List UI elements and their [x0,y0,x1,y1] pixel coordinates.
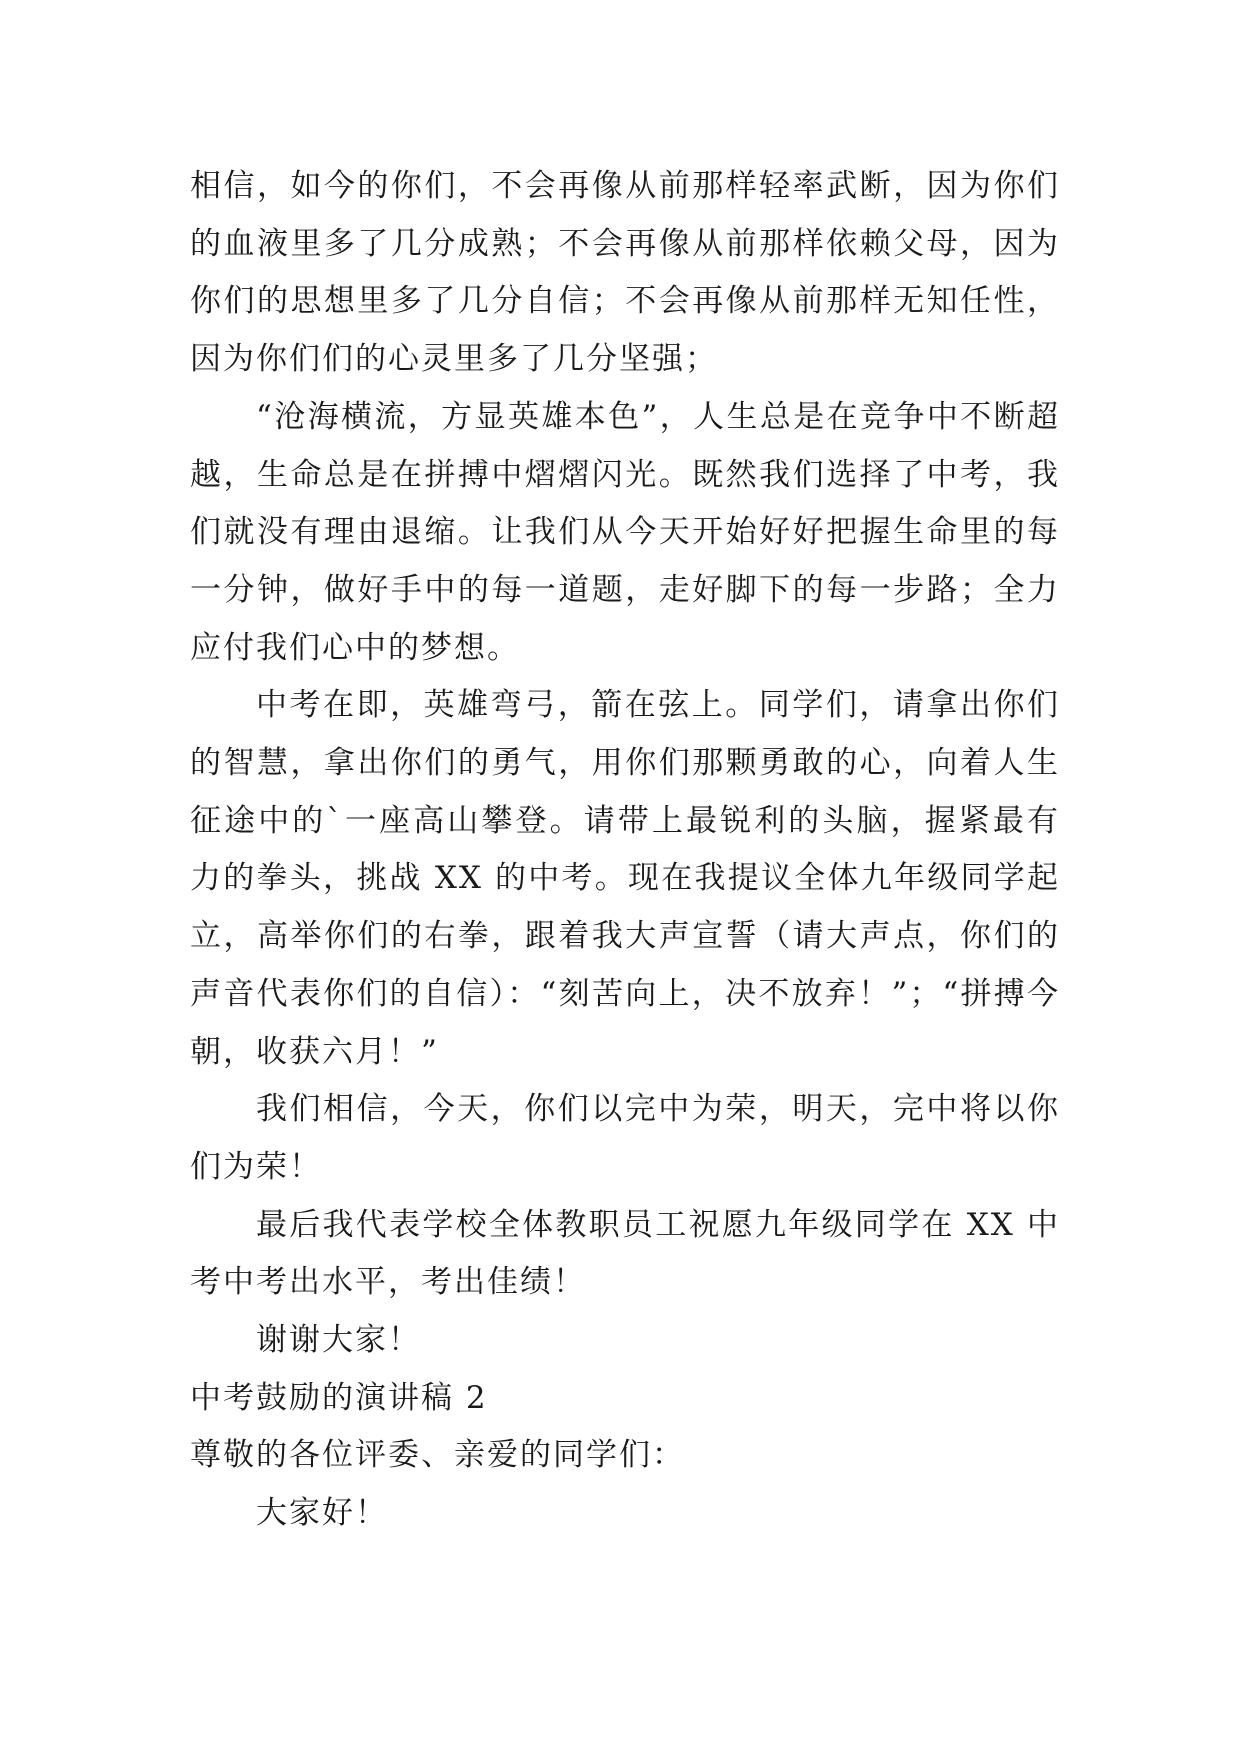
paragraph-quote: “沧海横流，方显英雄本色”，人生总是在竞争中不断超越，生命总是在拼搏中熠熠闪光。既然我们选择了中考，我们就没有理由退缩。让我们从今天开始好好把握生命里的每一分钟，做好手中的每一道题，走好脚下的每一步路；全力应付我们心中的梦想。 [190,398,1060,666]
greeting: 大家好！ [256,1495,388,1532]
salutation: 尊敬的各位评委、亲爱的同学们： [190,1437,685,1474]
paragraph-pride: 我们相信，今天，你们以完中为荣，明天，完中将以你们为荣！ [190,1091,1060,1185]
paragraph-wishes: 最后我代表学校全体教职员工祝愿九年级同学在 XX 中考中考出水平，考出佳绩！ [190,1206,1060,1301]
paragraph-intro: 相信，如今的你们，不会再像从前那样轻率武断，因为你们的血液里多了几分成熟；不会再像从前那样依赖父母，因为你们的思想里多了几分自信；不会再像从前那样无知任性，因为你们们的心灵里多了几分坚强； [190,168,1060,378]
paragraph-oath: 中考在即，英雄弯弓，箭在弦上。同学们，请拿出你们的智慧，拿出你们的勇气，用你们那颗勇敢的心，向着人生征途中的`一座高山攀登。请带上最锐利的头脑，握紧最有力的拳头，挑战 XX 的中考。现在我提议全体九年级同学起立，高举你们的右拳，跟着我大声宣誓（请大声点，你们的声音代表你们的自信）：“刻苦向上，决不放弃！”；“拼搏今朝，收获六月！” [190,687,1060,1070]
paragraph-thanks: 谢谢大家！ [256,1322,421,1359]
section-heading: 中考鼓励的演讲稿 2 [190,1379,488,1416]
document-body [190,158,1060,1543]
